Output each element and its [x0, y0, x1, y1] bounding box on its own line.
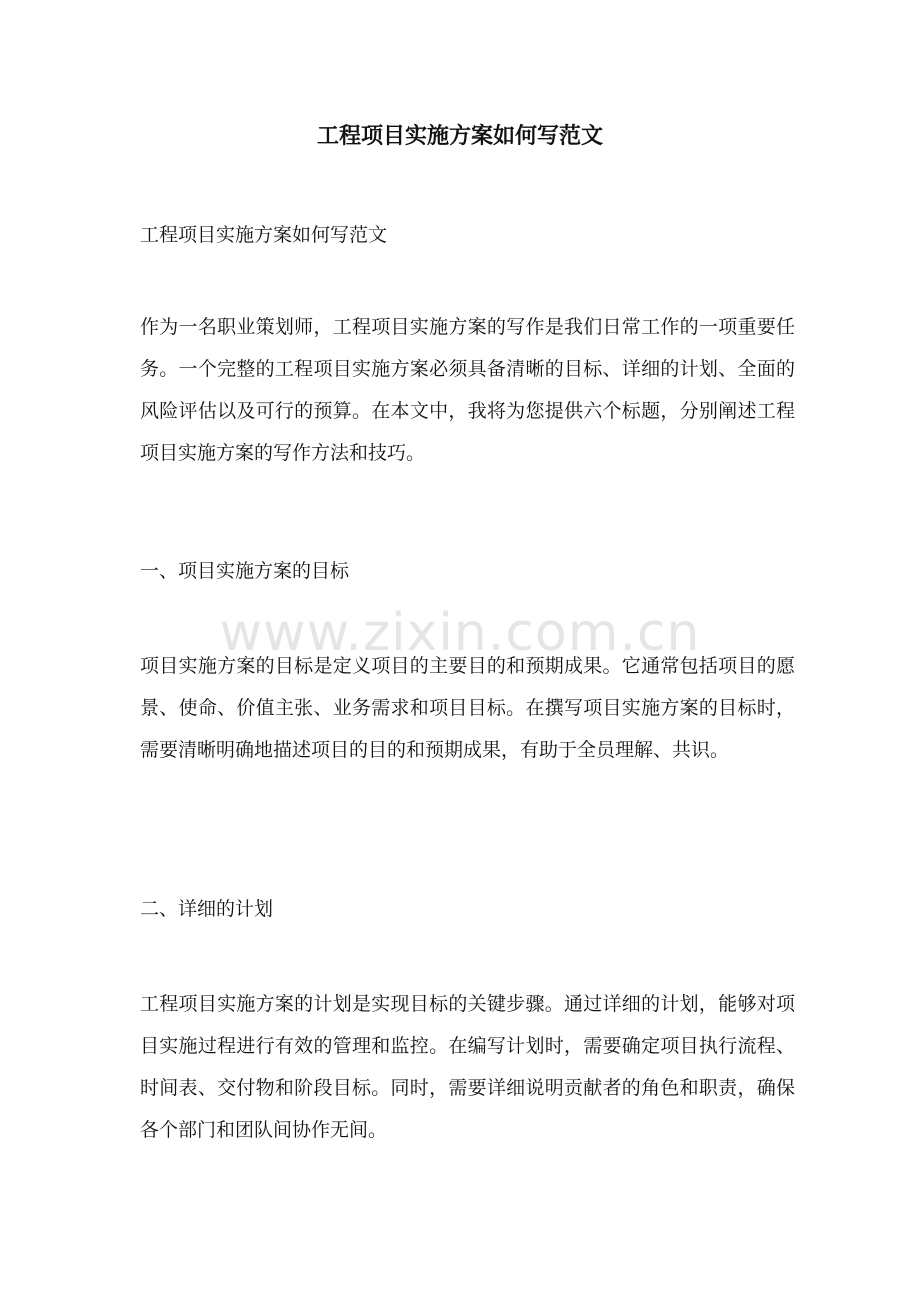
document-subtitle: 工程项目实施方案如何写范文: [140, 224, 388, 246]
section-2-heading: 二、详细的计划: [140, 898, 274, 920]
section-1-heading: 一、项目实施方案的目标: [140, 560, 350, 582]
intro-paragraph: 作为一名职业策划师，工程项目实施方案的写作是我们日常工作的一项重要任务。一个完整的工程项目实施方案必须具备清晰的目标、详细的计划、全面的风险评估以及可行的预算。在本文中，我将为您提供六个标题，分别阐述工程项目实施方案的写作方法和技巧。: [140, 316, 795, 464]
document-title: 工程项目实施方案如何写范文: [316, 123, 603, 149]
watermark-text: www.zixin.com.cn: [219, 603, 701, 663]
section-2-body: 工程项目实施方案的计划是实现目标的关键步骤。通过详细的计划，能够对项目实施过程进行有效的管理和监控。在编写计划时，需要确定项目执行流程、时间表、交付物和阶段目标。同时，需要详细说明贡献者的角色和职责，确保各个部门和团队间协作无间。: [140, 993, 795, 1141]
section-1-body: 项目实施方案的目标是定义项目的主要目的和预期成果。它通常包括项目的愿景、使命、价值主张、业务需求和项目目标。在撰写项目实施方案的目标时，需要清晰明确地描述项目的目的和预期成果，有助于全员理解、共识。: [140, 655, 795, 761]
